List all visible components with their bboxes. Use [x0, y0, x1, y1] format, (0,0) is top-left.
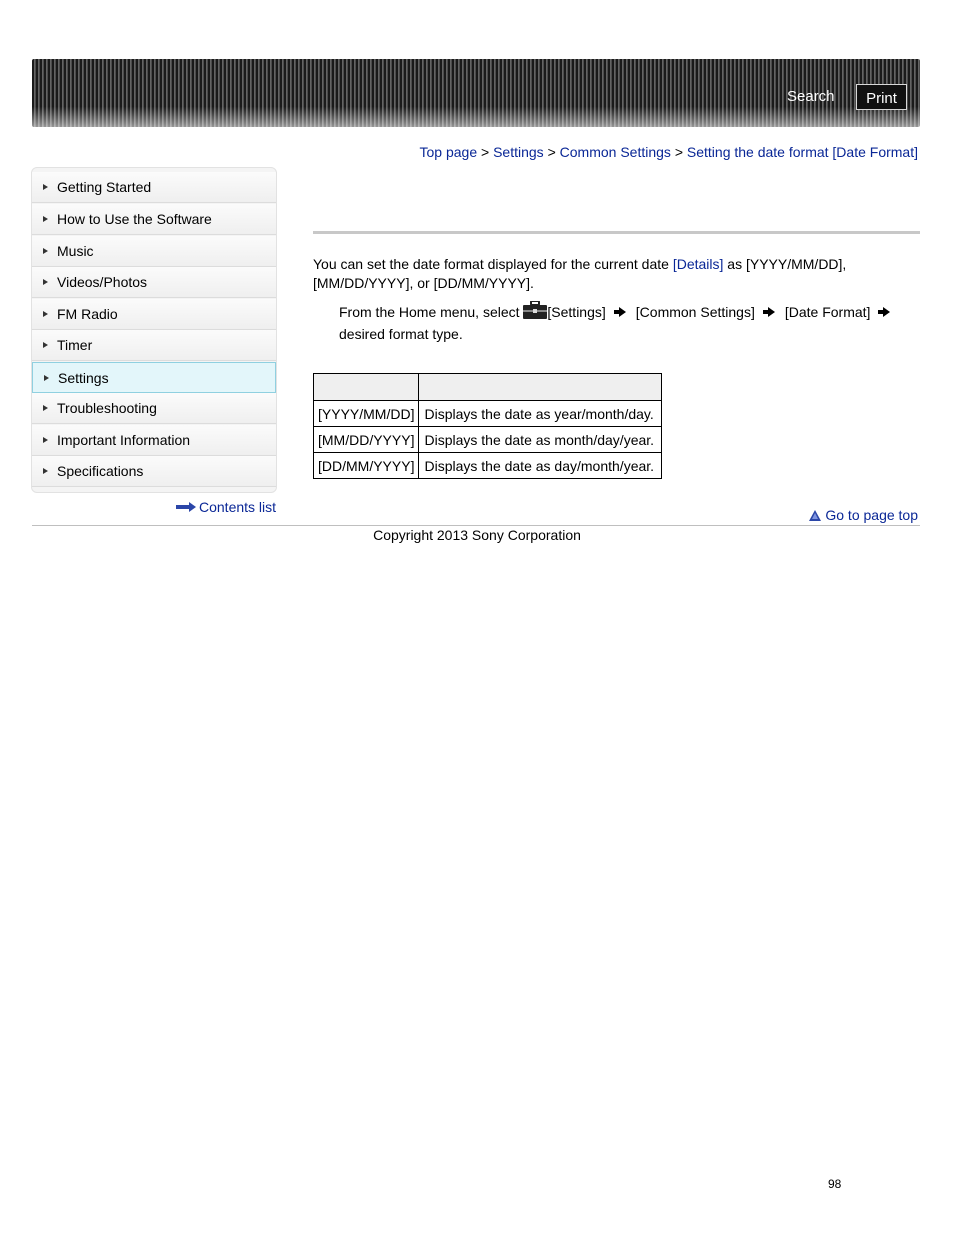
intro-text: You can set the date format displayed for the current date: [313, 256, 669, 272]
triangle-right-icon: [43, 248, 48, 254]
table-cell-format: [YYYY/MM/DD]: [314, 401, 419, 427]
sidebar-item-label: How to Use the Software: [57, 211, 212, 227]
table-row: [314, 453, 662, 479]
arrow-right-icon: [878, 301, 890, 311]
go-to-page-top-link[interactable]: [809, 507, 918, 523]
contents-list-label: Contents list: [199, 499, 277, 515]
sidebar-item-how-to-use-software[interactable]: [32, 204, 276, 235]
step-date-format: [Date Format]: [784, 304, 871, 320]
search-link[interactable]: Search: [787, 88, 835, 105]
table-cell-description: Displays the date as month/day/year.: [419, 427, 662, 453]
triangle-right-icon: [43, 184, 48, 190]
sidebar-item-specifications[interactable]: [32, 456, 276, 487]
triangle-right-icon: [43, 216, 48, 222]
go-to-page-top-label: Go to page top: [825, 507, 918, 523]
triangle-right-icon: [44, 375, 49, 381]
sidebar-item-music[interactable]: [32, 236, 276, 267]
table-cell-format: [MM/DD/YYYY]: [314, 427, 419, 453]
breadcrumb-current-page[interactable]: Setting the date format [Date Format]: [686, 144, 918, 160]
arrow-right-icon: [614, 301, 626, 311]
sidebar-item-getting-started[interactable]: [32, 172, 276, 203]
title-divider: [313, 231, 920, 234]
triangle-up-icon: [809, 508, 821, 519]
toolbox-icon: [523, 301, 547, 319]
step-common-settings: [Common Settings]: [635, 304, 755, 320]
table-header-cell: [419, 374, 662, 401]
intro-text-end: as [YYYY/MM/DD], [MM/DD/YYYY], or [DD/MM/YYYY].: [313, 256, 847, 291]
breadcrumb-separator: >: [481, 144, 490, 160]
details-link[interactable]: [Details]: [672, 256, 724, 272]
header-bar: [32, 59, 920, 127]
sidebar-item-videos-photos[interactable]: [32, 267, 276, 298]
triangle-right-icon: [43, 279, 48, 285]
triangle-right-icon: [43, 342, 48, 348]
sidebar-item-label: Timer: [57, 337, 93, 353]
triangle-right-icon: [43, 437, 48, 443]
triangle-right-icon: [43, 405, 48, 411]
breadcrumb-top-page[interactable]: Top page: [419, 144, 478, 160]
sidebar-item-settings[interactable]: [32, 362, 276, 393]
table-cell-description: Displays the date as day/month/year.: [419, 453, 662, 479]
breadcrumb-common-settings[interactable]: Common Settings: [559, 144, 671, 160]
sidebar-item-fm-radio[interactable]: [32, 299, 276, 330]
table-cell-description: Displays the date as year/month/day.: [419, 401, 662, 427]
step-settings: [Settings]: [547, 304, 606, 320]
sidebar-item-timer[interactable]: [32, 330, 276, 361]
table-cell-format: [DD/MM/YYYY]: [314, 453, 419, 479]
sidebar-nav: [31, 167, 277, 493]
sidebar-item-label: Important Information: [57, 432, 191, 448]
date-format-table: [313, 373, 662, 479]
copyright-text: Copyright 2013 Sony Corporation: [373, 527, 581, 543]
breadcrumb-settings[interactable]: Settings: [493, 144, 544, 160]
sidebar-item-important-information[interactable]: [32, 425, 276, 456]
sidebar-item-label: Getting Started: [57, 179, 152, 195]
arrow-right-icon: [176, 505, 196, 511]
breadcrumb-separator: >: [547, 144, 556, 160]
step-suffix: desired format type.: [339, 326, 463, 342]
table-row: [314, 427, 662, 453]
page-number: 98: [828, 1177, 842, 1191]
sidebar-item-label: FM Radio: [57, 306, 118, 322]
table-header-cell: [314, 374, 419, 401]
sidebar-item-label: Troubleshooting: [57, 400, 157, 416]
instruction-step: [339, 301, 909, 345]
sidebar-item-label: Music: [57, 243, 94, 259]
sidebar-item-troubleshooting[interactable]: [32, 393, 276, 424]
sidebar-item-label: Videos/Photos: [57, 274, 148, 290]
triangle-right-icon: [43, 468, 48, 474]
table-header-row: [314, 374, 662, 401]
triangle-right-icon: [43, 311, 48, 317]
sidebar-item-label: Settings: [58, 370, 109, 386]
intro-paragraph: [313, 255, 873, 293]
table-row: [314, 401, 662, 427]
sidebar-item-label: Specifications: [57, 463, 144, 479]
breadcrumb: [420, 144, 919, 160]
arrow-right-icon: [763, 301, 775, 311]
contents-list-link[interactable]: [176, 499, 276, 515]
breadcrumb-separator: >: [674, 144, 683, 160]
footer-divider: [32, 525, 920, 526]
print-button[interactable]: Print: [856, 84, 907, 110]
step-prefix: From the Home menu, select: [339, 304, 520, 320]
